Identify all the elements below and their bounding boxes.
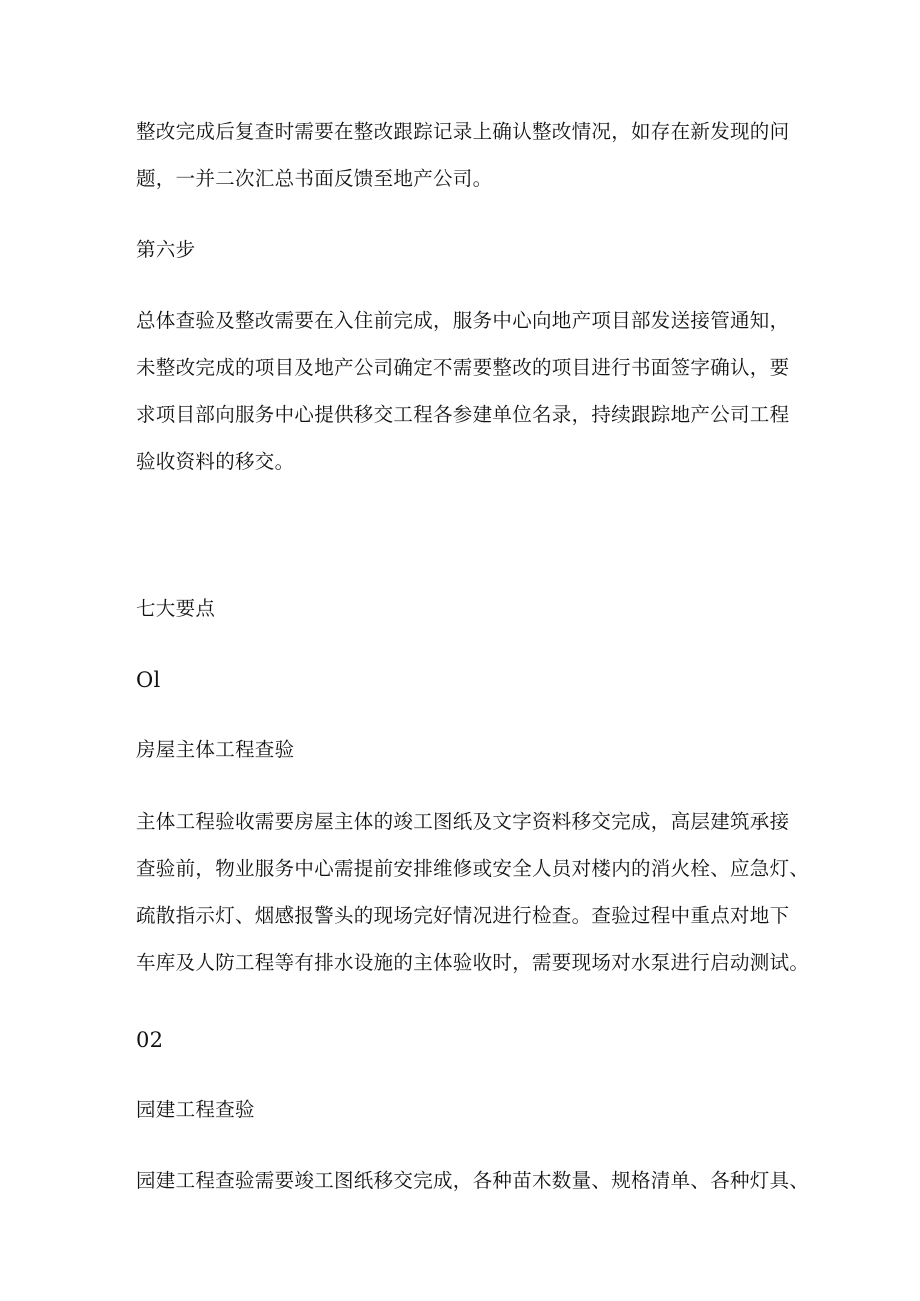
heading-main-structure-inspection: 房屋主体工程查验 <box>136 738 295 761</box>
paragraph-landscape <box>136 1157 810 1204</box>
text-line: 总体查验及整改需要在入住前完成，服务中心向地产项目部发送接管通知， <box>136 309 790 332</box>
heading-landscape-inspection: 园建工程查验 <box>136 1098 255 1121</box>
section-number-02: 02 <box>136 1028 164 1052</box>
text-line: 疏散指示灯、烟感报警头的现场完好情况进行检查。查验过程中重点对地下 <box>136 904 790 927</box>
text-line: 验收资料的移交。 <box>136 450 295 473</box>
section-number-01: Ol <box>136 668 161 692</box>
heading-step-six: 第六步 <box>136 238 196 261</box>
heading-seven-key-points: 七大要点 <box>136 597 216 620</box>
text-line: 查验前，物业服务中心需提前安排维修或安全人员对楼内的消火栓、应急灯、 <box>136 857 810 880</box>
text-line: 主体工程验收需要房屋主体的竣工图纸及文字资料移交完成，高层建筑承接 <box>136 810 790 833</box>
paragraph-overall-inspection <box>136 297 796 485</box>
paragraph-main-structure <box>136 798 810 986</box>
text-line: 车库及人防工程等有排水设施的主体验收时，需要现场对水泵进行启动测试。 <box>136 951 810 974</box>
paragraph-rectification-review <box>136 108 796 202</box>
text-line: 题，一并二次汇总书面反馈至地产公司。 <box>136 167 493 190</box>
text-line: 求项目部向服务中心提供移交工程各参建单位名录，持续跟踪地产公司工程 <box>136 403 790 426</box>
text-line: 未整改完成的项目及地产公司确定不需要整改的项目进行书面签字确认，要 <box>136 356 790 379</box>
text-line: 整改完成后复查时需要在整改跟踪记录上确认整改情况，如存在新发现的问 <box>136 120 790 143</box>
text-line: 园建工程查验需要竣工图纸移交完成，各种苗木数量、规格清单、各种灯具、 <box>136 1169 810 1192</box>
